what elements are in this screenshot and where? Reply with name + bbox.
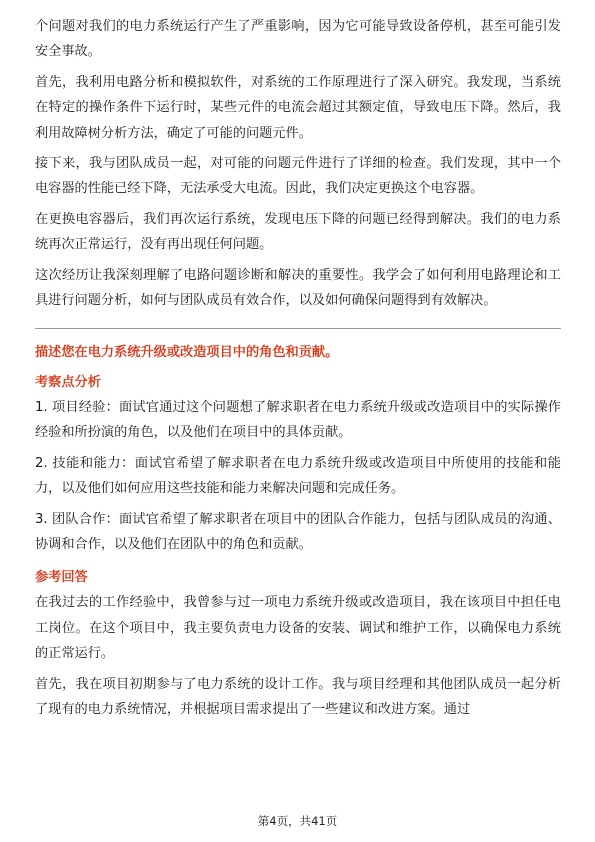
answer-paragraph: 首先，我在项目初期参与了电力系统的设计工作。我与项目经理和其他团队成员一起分析了现有的电力系统情况，并根据项目需求提出了一些建议和改进方案。通过 — [35, 676, 561, 717]
body-paragraph: 这次经历让我深刻理解了电路问题诊断和解决的重要性。我学会了如何利用电路理论和工具进行问题分析，如何与团队成员有效合作，以及如何确保问题得到有效解决。 — [35, 267, 561, 309]
body-paragraph: 在更换电容器后，我们再次运行系统，发现电压下降的问题已经得到解决。我们的电力系统再次正常运行，没有再出现任何问题。 — [35, 211, 561, 253]
body-paragraph: 个问题对我们的电力系统运行产生了严重影响，因为它可能导致设备停机，甚至可能引发安全事故。 — [35, 19, 561, 60]
analysis-item: 3. 团队合作：面试官希望了解求职者在项目中的团队合作能力，包括与团队成员的沟通、协调和合作，以及他们在团队中的角色和贡献。 — [35, 511, 561, 552]
section-divider — [35, 328, 561, 329]
analysis-item: 1. 项目经验：面试官通过这个问题想了解求职者在电力系统升级或改造项目中的实际操作经验和所扮演的角色，以及他们在项目中的具体贡献。 — [35, 399, 561, 441]
analysis-heading: 考察点分析 — [35, 374, 101, 390]
answer-heading: 参考回答 — [35, 570, 88, 586]
question-title: 描述您在电力系统升级或改造项目中的角色和贡献。 — [35, 345, 339, 361]
page-content — [35, 14, 561, 727]
body-paragraph: 首先，我利用电路分析和模拟软件，对系统的工作原理进行了深入研究。我发现，当系统在特定的操作条件下运行时，某些元件的电流会超过其额定值，导致电压下降。然后，我利用故障树分析方法，确定了可能的问题元件。 — [35, 74, 561, 141]
body-paragraph: 接下来，我与团队成员一起，对可能的问题元件进行了详细的检查。我们发现，其中一个电容器的性能已经下降，无法承受大电流。因此，我们决定更换这个电容器。 — [35, 156, 561, 197]
page-number: 第4页，共41页 — [257, 814, 338, 828]
analysis-item: 2. 技能和能力：面试官希望了解求职者在电力系统升级或改造项目中所使用的技能和能力，以及他们如何应用这些技能和能力来解决问题和完成任务。 — [35, 455, 561, 497]
answer-paragraph: 在我过去的工作经验中，我曾参与过一项电力系统升级或改造项目，我在该项目中担任电工岗位。在这个项目中，我主要负责电力设备的安装、调试和维护工作，以确保电力系统的正常运行。 — [35, 595, 561, 662]
